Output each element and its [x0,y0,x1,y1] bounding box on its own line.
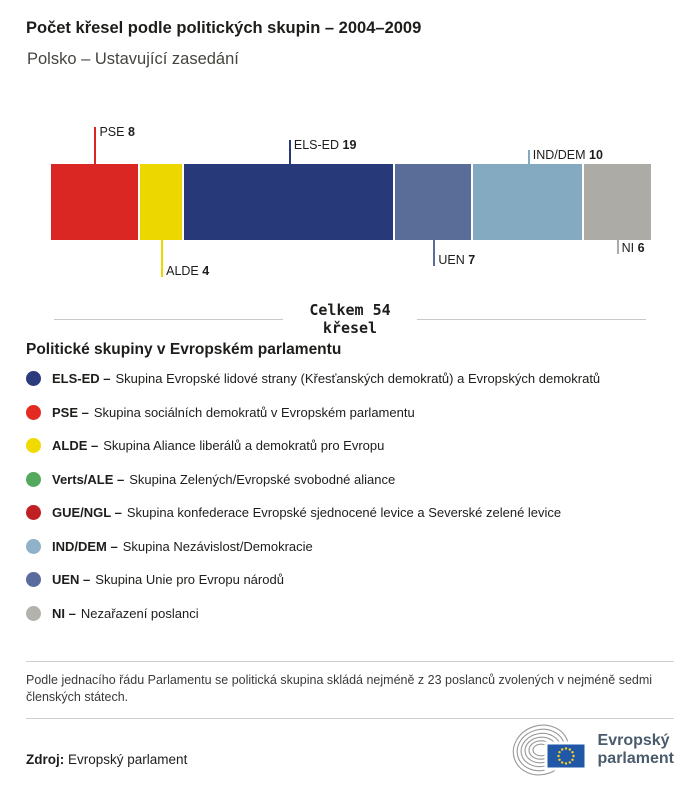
bar-segment-alde [140,164,182,240]
bar-segment-pse [51,164,138,240]
divider-top [26,661,674,662]
legend-item-description: Skupina sociálních demokratů v Evropském parlamentu [93,404,415,420]
callout-label-els-ed [294,138,357,152]
legend-item-description: Skupina Nezávislost/Demokracie [122,538,313,554]
callout-label-ind-dem [533,148,603,162]
eu-flag-icon [546,743,586,769]
pse-dot-icon [26,405,41,420]
legend-item-description: Skupina konfederace Evropské sjednocené levice a Severské zelené levice [126,505,562,520]
bar-segment-ind-dem [473,164,582,240]
source-line [26,752,187,767]
bar-segment-els-ed [184,164,393,240]
alde-dot-icon [26,438,41,453]
legend-item-gue-ngl [26,505,600,520]
ep-logo-text [598,732,674,768]
total-right-rule [417,319,646,320]
legend-item-label: Verts/ALE – [52,471,125,487]
legend-item-description: Nezařazení poslanci [80,605,199,621]
legend-item-uen [26,572,600,587]
callout-label-pse [99,125,134,139]
callout-group-name: ALDE [166,264,203,278]
ep-logo-text-line1: Evropský [597,732,670,749]
total-seats-row [54,302,646,337]
callout-line-pse [94,127,96,164]
legend-item-els-ed [26,371,600,386]
ind-dem-dot-icon [26,539,41,554]
page-subtitle: Polsko – Ustavující zasedání [27,50,239,68]
legend-item-description: Skupina Zelených/Evropské svobodné aliance [129,471,396,487]
legend [26,371,600,639]
bar-segment-ni [584,164,651,240]
callout-seat-count: 8 [127,125,135,139]
legend-item-label: ALDE – [52,438,99,453]
legend-item-description: Skupina Aliance liberálů a demokratů pro Evropu [103,438,385,453]
callout-line-alde [161,240,163,277]
legend-item-verts-ale [26,472,600,487]
callout-seat-count: 6 [637,241,645,255]
total-seats-label [309,302,390,337]
callout-seat-count: 7 [468,253,476,267]
total-line2: křesel [322,318,378,337]
legend-item-alde [26,438,600,453]
bar-segment-uen [395,164,471,240]
legend-item-label: PSE – [52,404,89,420]
callout-group-name: IND/DEM [532,148,590,162]
callout-label-uen [438,253,475,267]
callout-group-name: ELS-ED [293,138,343,152]
legend-item-label: IND/DEM – [52,538,118,554]
total-line1: Celkem 54 [309,301,391,319]
callout-line-uen [433,240,435,266]
legend-item-label: ELS-ED – [52,371,111,386]
callout-seat-count: 4 [202,264,210,278]
ep-logo [511,723,674,777]
ni-dot-icon [26,606,41,621]
callout-line-ind-dem [528,150,530,164]
footnote: Podle jednacího řádu Parlamentu se politická skupina skládá nejméně z 23 poslanců zvolených v nejméně sedmi členských státech. [26,673,653,704]
legend-title: Politické skupiny v Evropském parlamentu [26,341,342,358]
gue-ngl-dot-icon [26,505,41,520]
callout-seat-count: 19 [342,138,357,152]
verts-ale-dot-icon [26,472,41,487]
callout-group-name: NI [621,241,638,255]
hemicycle-eu-flag-icon [511,723,589,777]
divider-bottom [26,718,674,719]
callout-group-name: UEN [438,253,469,267]
legend-item-ni [26,606,600,621]
legend-item-description: Skupina Unie pro Evropu národů [95,572,284,587]
callout-group-name: PSE [99,125,128,139]
els-ed-dot-icon [26,371,41,386]
page-title: Počet křesel podle politických skupin – 2004–2009 [26,19,422,37]
callout-line-els-ed [289,140,291,164]
callout-seat-count: 10 [589,148,603,162]
legend-item-label: NI – [52,605,76,621]
source-value: Evropský parlament [68,752,188,767]
callout-line-ni [617,240,619,254]
ep-logo-text-line2: parlament [597,750,674,767]
legend-item-description: Skupina Evropské lidové strany (Křesťanských demokratů) a Evropských demokratů [115,371,601,386]
source-label: Zdroj: [26,752,65,767]
legend-item-ind-dem [26,539,600,554]
callout-label-alde [166,264,209,278]
uen-dot-icon [26,572,41,587]
callout-label-ni [622,241,645,255]
legend-item-pse [26,405,600,420]
total-left-rule [54,319,283,320]
legend-item-label: UEN – [52,572,91,587]
legend-item-label: GUE/NGL – [52,505,122,520]
